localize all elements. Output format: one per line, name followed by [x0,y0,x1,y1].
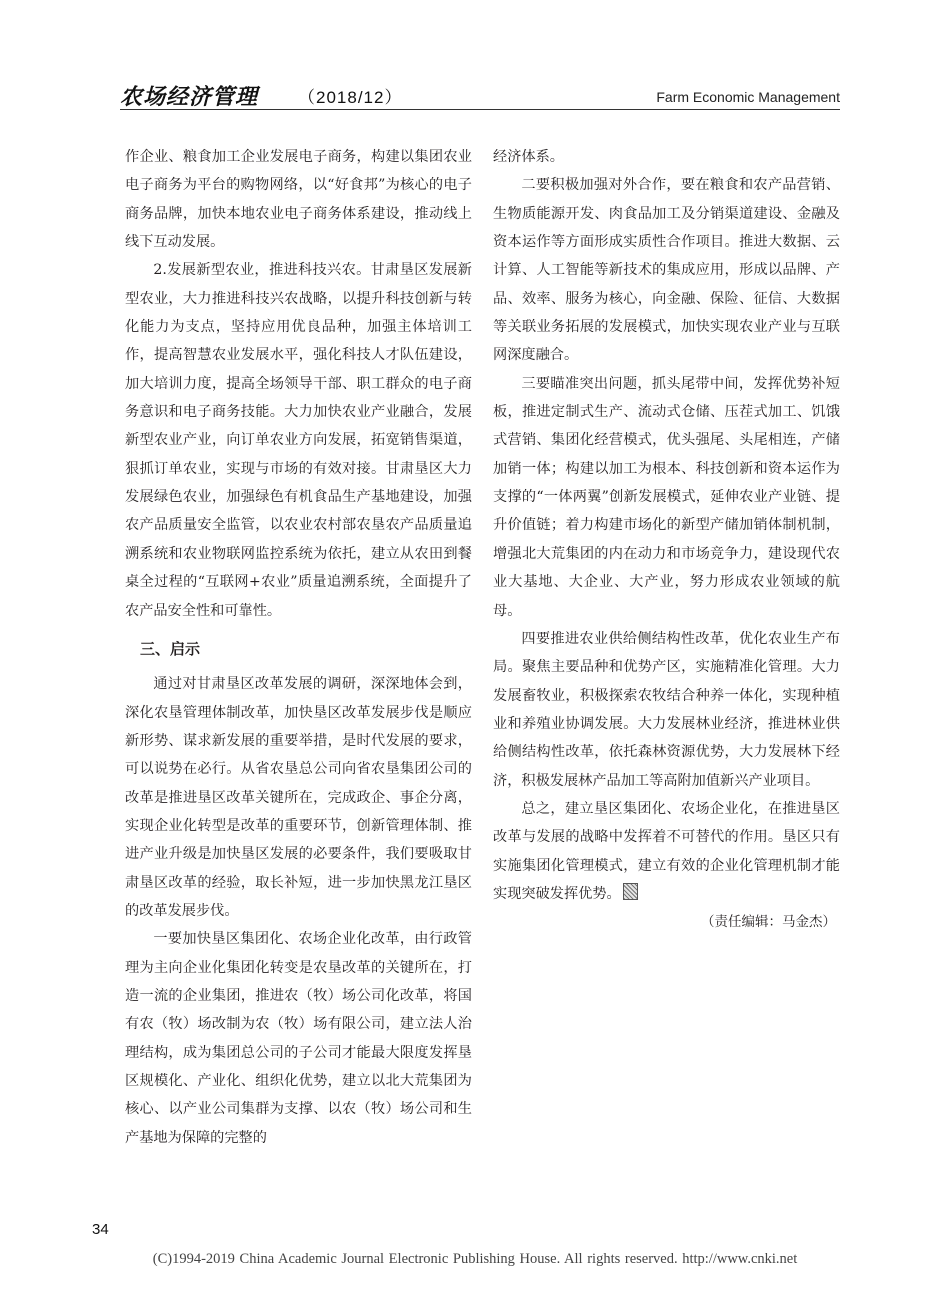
right-column [493,143,840,937]
header-divider [120,109,840,110]
section-heading: 三、启示 [140,639,201,658]
page-header [120,78,840,112]
page-number: 34 [92,1221,109,1238]
responsible-editor: （责任编辑：马金杰） [701,914,836,931]
paragraph: 四要推进农业供给侧结构性改革，优化农业生产布局。聚焦主要品种和优势产区，实施精准化管理。大力发展畜牧业，积极探索农牧结合种养一体化，实现种植业和养殖业协调发展。大力发展林业经济，推进林业供给侧结构性改革，依托森林资源优势，大力发展林下经济，积极发展林产品加工等高附加值新兴产业项目。 [493,630,840,789]
left-column [125,143,472,1152]
journal-english-title: Farm Economic Management [656,89,840,105]
paragraph: 2.发展新型农业，推进科技兴农。甘肃垦区发展新型农业，大力推进科技兴农战略，以提升科技创新与转化能力为支点，坚持应用优良品种，加强主体培训工作，提高智慧农业发展水平，强化科技人才队伍建设，加大培训力度，提高全场领导干部、职工群众的电子商务意识和电子商务技能。大力加快农业产业融合，发展新型农业产业，向订单农业方向发展，拓宽销售渠道，狠抓订单农业，实现与市场的有效对接。甘肃垦区大力发展绿色农业，加强绿色有机食品生产基地建设，加强农产品质量安全监管，以农业农村部农垦农产品质量追溯系统和农业物联网监控系统为依托，建立从农田到餐桌全过程的“互联网+农业”质量追溯系统，全面提升了农产品安全性和可靠性。 [125,262,472,619]
paragraph: 三要瞄准突出问题，抓头尾带中间，发挥优势补短板，推进定制式生产、流动式仓储、压茬式加工、饥饿式营销、集团化经营模式，优头强尾、头尾相连，产储加销一体；构建以加工为根本、科技创新和资本运作为支撑的“一体两翼”创新发展模式，延伸农业产业链、提升价值链；着力构建市场化的新型产储加销体制机制，增强北大荒集团的内在动力和市场竞争力，建设现代农业大基地、大企业、大产业，努力形成农业领域的航母。 [493,375,840,619]
paragraph-text: 总之，建立垦区集团化、农场企业化，在推进垦区改革与发展的战略中发挥着不可替代的作用。垦区只有实施集团化管理模式，建立有效的企业化管理机制才能实现突破发挥优势。 [493,800,840,902]
paragraph [493,795,840,908]
journal-title: 农场经济管理 [120,84,259,110]
journal-issue: （2018/12） [298,88,403,107]
copyright-notice: (C)1994-2019 China Academic Journal Electronic Publishing House. All rights reserved. http://www.cnki.net [152,1251,798,1267]
end-mark-icon [623,883,638,900]
paragraph: 作企业、粮食加工企业发展电子商务，构建以集团农业电子商务为平台的购物网络，以“好食邦”为核心的电子商务品牌，加快本地农业电子商务体系建设，推动线上线下互动发展。 [125,149,472,251]
paragraph: 二要积极加强对外合作，要在粮食和农产品营销、生物质能源开发、肉食品加工及分销渠道建设、金融及资本运作等方面形成实质性合作项目。推进大数据、云计算、人工智能等新技术的集成应用，形成以品牌、产品、效率、服务为核心，向金融、保险、征信、大数据等关联业务拓展的发展模式，加快实现农业产业与互联网深度融合。 [493,177,840,364]
paragraph: 一要加快垦区集团化、农场企业化改革，由行政管理为主向企业化集团化转变是农垦改革的关键所在，打造一流的企业集团，推进农（牧）场公司化改革，将国有农（牧）场改制为农（牧）场有限公司，建立法人治理结构，成为集团总公司的子公司才能最大限度发挥垦区规模化、产业化、组织化优势，建立以北大荒集团为核心、以产业公司集群为支撑、以农（牧）场公司和生产基地为保障的完整的 [125,931,472,1146]
paragraph: 经济体系。 [493,149,564,165]
paragraph: 通过对甘肃垦区改革发展的调研，深深地体会到，深化农垦管理体制改革，加快垦区改革发展步伐是顺应新形势、谋求新发展的重要举措，是时代发展的要求，可以说势在必行。从省农垦总公司向省农垦集团公司的改革是推进垦区改革关键所在，完成政企、事企分离，实现企业化转型是改革的重要环节，创新管理体制、推进产业升级是加快垦区发展的必要条件，我们要吸取甘肃垦区改革的经验，取长补短，进一步加快黑龙江垦区的改革发展步伐。 [125,676,472,919]
